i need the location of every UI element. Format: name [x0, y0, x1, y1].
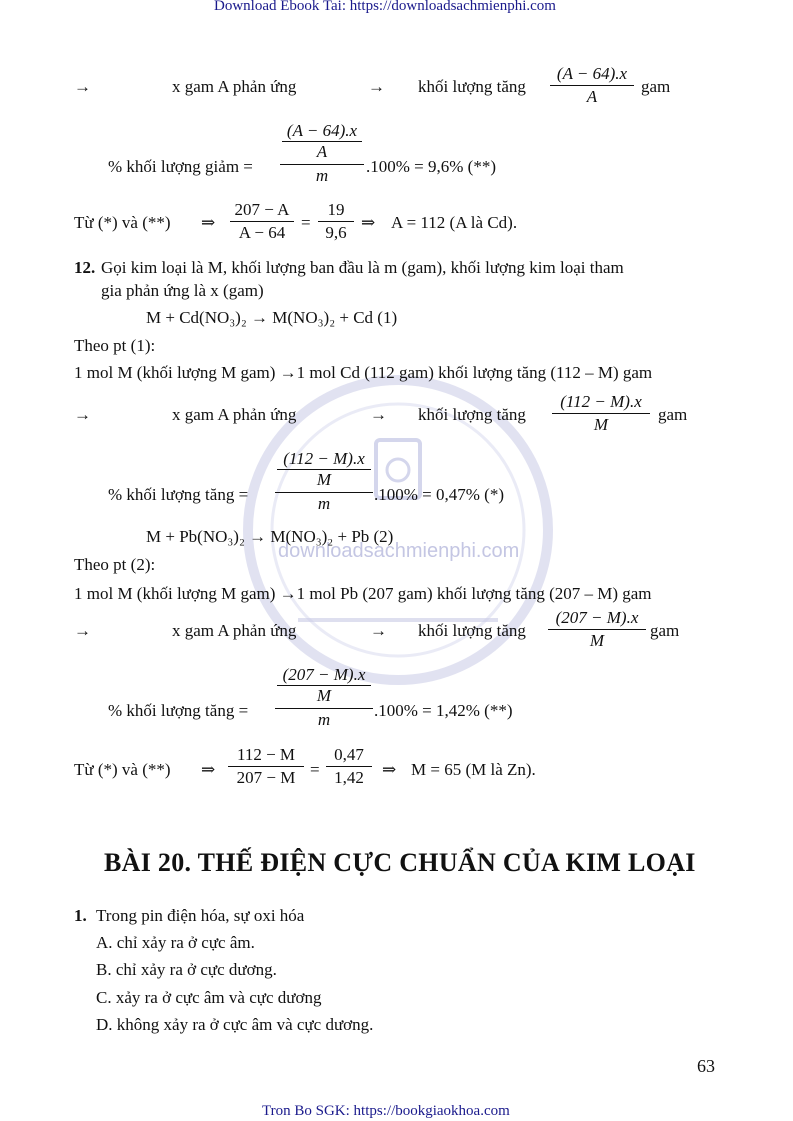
percent-label: % khối lượng tăng = — [108, 701, 249, 720]
result-text: M = 65 (M là Zn). — [411, 760, 536, 779]
footer-sgk-link[interactable]: Tron Bo SGK: https://bookgiaokhoa.com — [262, 1103, 510, 1119]
unit-text: gam — [650, 621, 680, 640]
mol-line-1: 1 mol M (khối lượng M gam) →1 mol Cd (112 gam) khối lượng tăng (112 – M) gam — [74, 363, 653, 382]
outer-denominator: m — [317, 710, 331, 729]
outer-denominator: m — [315, 166, 329, 185]
outer-denominator: m — [317, 494, 331, 513]
arrow-icon: → — [74, 77, 91, 96]
option-d: D. không xảy ra ở cực âm và cực dương. — [96, 1015, 374, 1034]
fraction-denominator: A — [586, 87, 598, 106]
theo-pt-2: Theo pt (2): — [74, 555, 156, 574]
fraction — [228, 745, 304, 788]
inner-numerator: (207 − M).x — [277, 665, 371, 686]
fraction-denominator: 207 − M — [236, 768, 296, 787]
intro-line-2: gia phản ứng là x (gam) — [101, 281, 264, 300]
equals-sign: = — [301, 213, 311, 232]
lesson-title: BÀI 20. THẾ ĐIỆN CỰC CHUẨN CỦA KIM LOẠI — [104, 848, 696, 877]
arrow-icon: → — [370, 621, 387, 640]
theo-pt-1: Theo pt (1): — [74, 336, 156, 355]
option-a: A. chỉ xảy ra ở cực âm. — [96, 933, 255, 952]
equals-sign: = — [310, 760, 320, 779]
watermark-text: downloadsachmienphi.com — [278, 540, 520, 562]
nested-fraction — [280, 121, 364, 186]
fraction — [326, 745, 372, 788]
fraction-denominator: 9,6 — [325, 223, 347, 242]
option-c: C. xảy ra ở cực âm và cực dương — [96, 988, 322, 1007]
inner-numerator: (A − 64).x — [282, 121, 362, 142]
fraction-numerator: 112 − M — [228, 745, 304, 767]
nested-fraction — [275, 665, 373, 730]
percent-result: .100% = 0,47% (*) — [374, 485, 504, 504]
arrow-icon: → — [74, 621, 91, 640]
inner-denominator: A — [316, 142, 328, 161]
fraction-numerator: 0,47 — [326, 745, 372, 767]
percent-result: .100% = 9,6% (**) — [366, 157, 496, 176]
arrow-icon: → — [368, 77, 385, 96]
increase-text: khối lượng tăng — [418, 405, 526, 424]
fraction-denominator: 1,42 — [334, 768, 364, 787]
mass-text: x gam A phản ứng — [172, 621, 297, 640]
fraction-denominator: A − 64 — [238, 223, 286, 242]
reaction-2: M + Pb(NO₃)₂ → M(NO₃)₂ + Pb (2) — [146, 527, 394, 546]
fraction — [548, 608, 646, 651]
result-text: A = 112 (A là Cd). — [391, 213, 518, 232]
reaction-1: M + Cd(NO₃)₂ → M(NO₃)₂ + Cd (1) — [146, 308, 398, 327]
implies-icon: ⇒ — [201, 213, 216, 232]
nested-fraction — [275, 449, 373, 514]
fraction-numerator: (A − 64).x — [550, 64, 634, 86]
implies-icon: ⇒ — [201, 760, 216, 779]
fraction — [230, 200, 294, 243]
fraction-numerator: (207 − M).x — [548, 608, 646, 630]
intro-line-1: Gọi kim loại là M, khối lượng ban đầu là m (gam), khối lượng kim loại tham — [101, 258, 624, 277]
percent-label: % khối lượng giảm = — [108, 157, 253, 176]
header-download-link[interactable]: Download Ebook Tai: https://downloadsachmienphi.com — [214, 0, 556, 14]
unit-text: gam — [641, 77, 671, 96]
fraction-denominator: M — [589, 631, 605, 650]
question-number: 1. — [74, 906, 87, 925]
implies-icon: ⇒ — [382, 760, 397, 779]
problem-number: 12. — [74, 258, 96, 277]
arrow-icon: → — [74, 405, 91, 424]
implies-icon: ⇒ — [361, 213, 376, 232]
from-text: Từ (*) và (**) — [74, 213, 171, 232]
fraction-denominator: M — [593, 415, 609, 434]
inner-denominator: M — [316, 470, 332, 489]
mass-text: x gam A phản ứng — [172, 77, 297, 96]
percent-label: % khối lượng tăng = — [108, 485, 249, 504]
fraction-numerator: 207 − A — [230, 200, 294, 222]
increase-text: khối lượng tăng — [418, 621, 526, 640]
unit-text: gam — [658, 405, 688, 424]
inner-numerator: (112 − M).x — [277, 449, 371, 470]
page-number: 63 — [697, 1056, 715, 1076]
increase-text: khối lượng tăng — [418, 77, 526, 96]
mol-line-2: 1 mol M (khối lượng M gam) →1 mol Pb (207 gam) khối lượng tăng (207 – M) gam — [74, 584, 652, 603]
question-stem: Trong pin điện hóa, sự oxi hóa — [96, 906, 305, 925]
from-text: Từ (*) và (**) — [74, 760, 171, 779]
fraction-numerator: 19 — [318, 200, 354, 222]
option-b: B. chỉ xảy ra ở cực dương. — [96, 960, 277, 979]
inner-denominator: M — [316, 686, 332, 705]
percent-result: .100% = 1,42% (**) — [374, 701, 513, 720]
fraction — [552, 392, 650, 435]
fraction — [318, 200, 354, 243]
mass-text: x gam A phản ứng — [172, 405, 297, 424]
fraction — [550, 64, 634, 107]
arrow-icon: → — [370, 405, 387, 424]
fraction-numerator: (112 − M).x — [552, 392, 650, 414]
